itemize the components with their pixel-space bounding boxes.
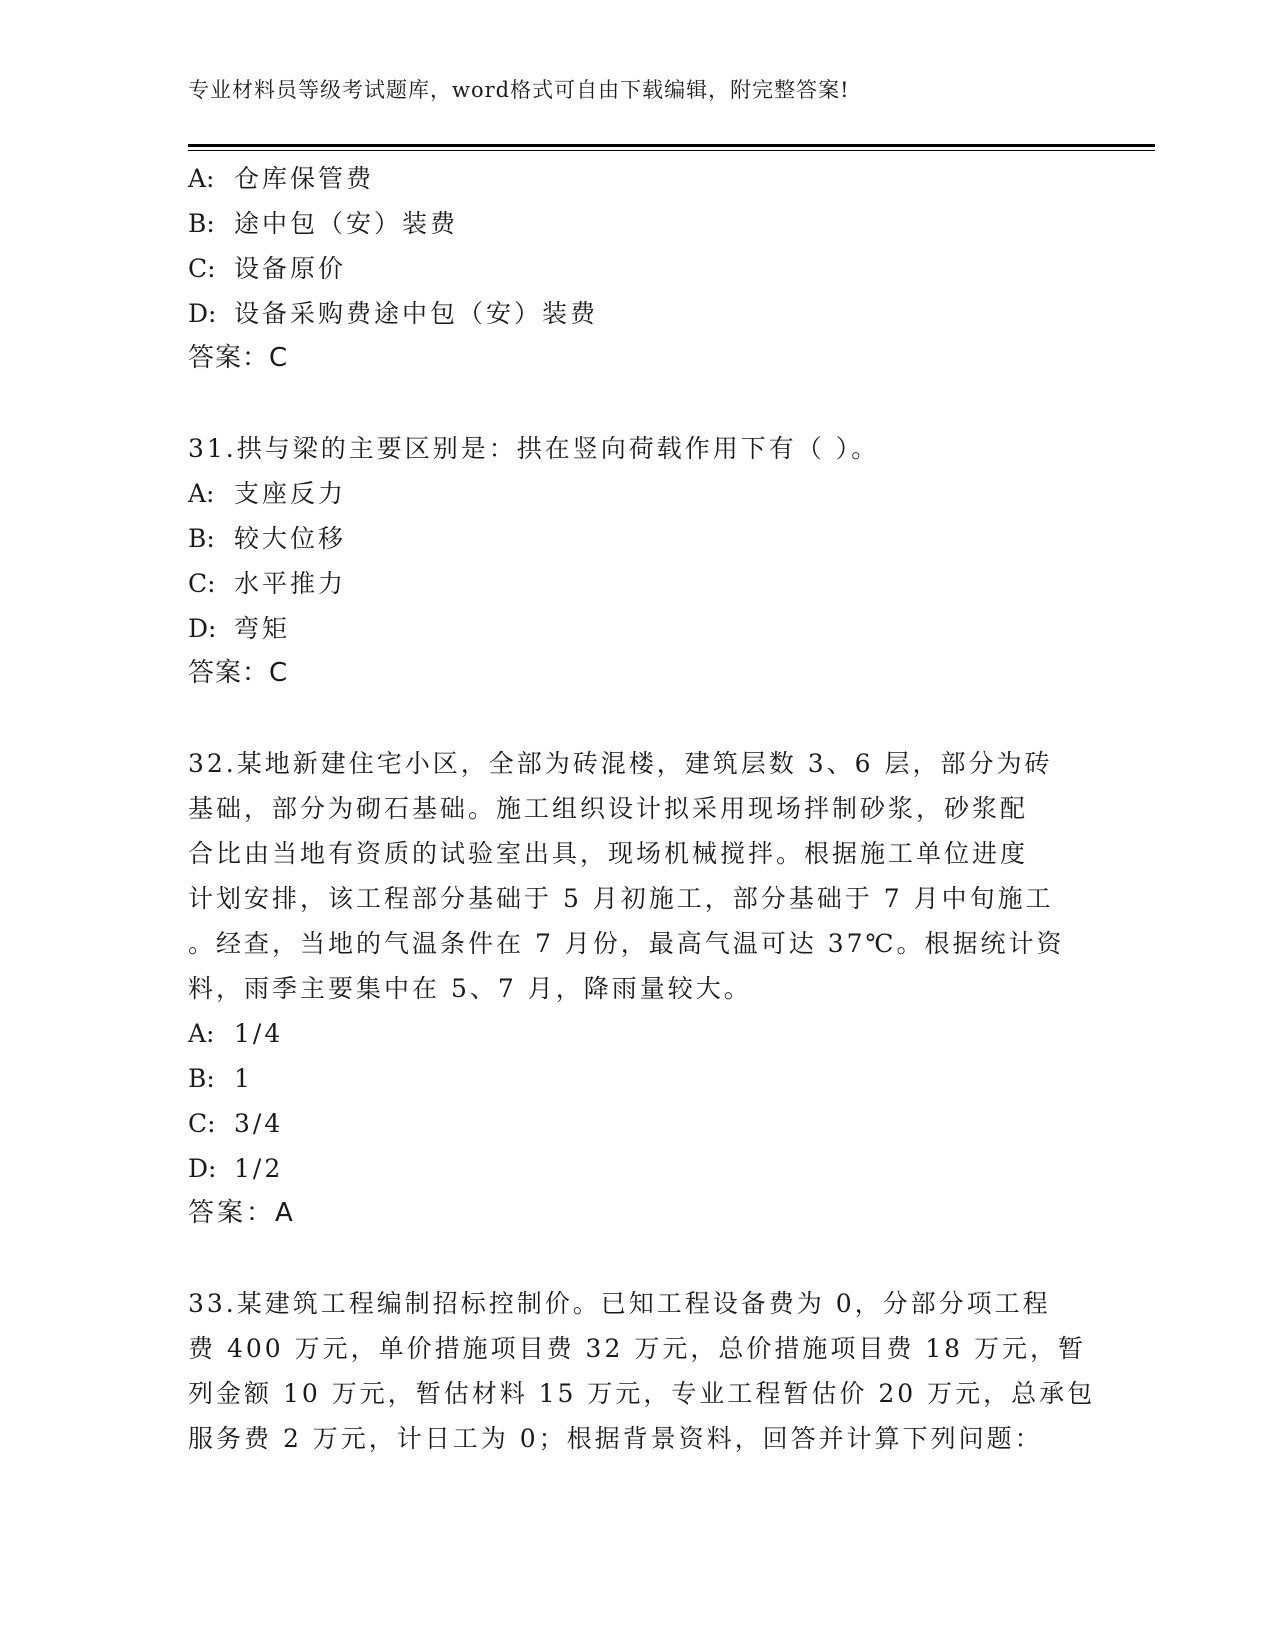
- option-a: [188, 1011, 1088, 1056]
- page-header: 专业材料员等级考试题库，word格式可自由下载编辑，附完整答案!: [188, 78, 850, 102]
- option-text: 设备原价: [234, 254, 347, 283]
- option-text: 支座反力: [234, 479, 347, 508]
- header-rule-thick: [188, 144, 1155, 147]
- option-letter: A:: [188, 479, 215, 508]
- option-letter: D:: [188, 1154, 217, 1183]
- option-letter: C:: [188, 569, 216, 598]
- option-c: [188, 246, 1088, 291]
- question-stem-line: 服务费 2 万元，计日工为 0；根据背景资料，回答并计算下列问题：: [188, 1424, 1043, 1453]
- option-letter: D:: [188, 299, 217, 328]
- question-stem-line: 合比由当地有资质的试验室出具，现场机械搅拌。根据施工单位进度: [188, 839, 1029, 868]
- option-text: 1/4: [234, 1019, 284, 1048]
- option-letter: B:: [188, 1064, 215, 1093]
- question-stem: 31.拱与梁的主要区别是：拱在竖向荷载作用下有（ ）。: [188, 434, 880, 463]
- question-stem-line: 33.某建筑工程编制招标控制价。已知工程设备费为 0，分部分项工程: [188, 1289, 1051, 1318]
- option-d: [188, 291, 1088, 336]
- spacer: [188, 696, 1088, 741]
- option-c: [188, 561, 1088, 606]
- option-text: 水平推力: [234, 569, 347, 598]
- answer-line: 答案：C: [188, 658, 289, 688]
- option-d: [188, 1146, 1088, 1191]
- question-stem-line: 计划安排，该工程部分基础于 5 月初施工，部分基础于 7 月中旬施工: [188, 884, 1054, 913]
- option-d: [188, 606, 1088, 651]
- option-letter: B:: [188, 524, 215, 553]
- spacer: [188, 381, 1088, 426]
- question-stem-line: 料，雨季主要集中在 5、7 月，降雨量较大。: [188, 974, 752, 1003]
- option-text: 仓库保管费: [234, 164, 375, 193]
- document-content: [188, 156, 1096, 1461]
- option-letter: A:: [188, 1019, 215, 1048]
- spacer: [188, 1236, 1088, 1281]
- option-text: 途中包（安）装费: [234, 209, 459, 238]
- option-a: [188, 471, 1088, 516]
- answer-line: 答案：A: [188, 1198, 296, 1228]
- option-text: 1/2: [234, 1154, 284, 1183]
- option-text: 弯矩: [234, 614, 291, 643]
- option-text: 设备采购费途中包（安）装费: [234, 299, 599, 328]
- option-b: [188, 516, 1088, 561]
- option-b: [188, 201, 1088, 246]
- option-letter: A:: [188, 164, 215, 193]
- question-30: [188, 156, 1088, 381]
- question-stem-line: 费 400 万元，单价措施项目费 32 万元，总价措施项目费 18 万元，暂: [188, 1334, 1087, 1363]
- question-33: [188, 1281, 1096, 1461]
- question-stem-line: 基础，部分为砌石基础。施工组织设计拟采用现场拌制砂浆，砂浆配: [188, 794, 1029, 823]
- option-letter: D:: [188, 614, 217, 643]
- question-32: [188, 741, 1088, 1236]
- option-text: 3/4: [234, 1109, 284, 1138]
- option-letter: C:: [188, 254, 216, 283]
- option-text: 较大位移: [234, 524, 347, 553]
- header-rule-thin: [188, 150, 1155, 151]
- question-stem-line: 列金额 10 万元，暂估材料 15 万元，专业工程暂估价 20 万元，总承包: [188, 1379, 1096, 1408]
- answer-line: 答案：C: [188, 343, 289, 373]
- option-letter: B:: [188, 209, 215, 238]
- option-c: [188, 1101, 1088, 1146]
- question-stem-line: 32.某地新建住宅小区，全部为砖混楼，建筑层数 3、6 层，部分为砖: [188, 749, 1053, 778]
- question-stem-line: 。经查，当地的气温条件在 7 月份，最高气温可达 37℃。根据统计资: [188, 929, 1065, 958]
- option-letter: C:: [188, 1109, 216, 1138]
- option-b: [188, 1056, 1088, 1101]
- option-a: [188, 156, 1088, 201]
- option-text: 1: [234, 1064, 253, 1093]
- question-31: [188, 426, 1088, 696]
